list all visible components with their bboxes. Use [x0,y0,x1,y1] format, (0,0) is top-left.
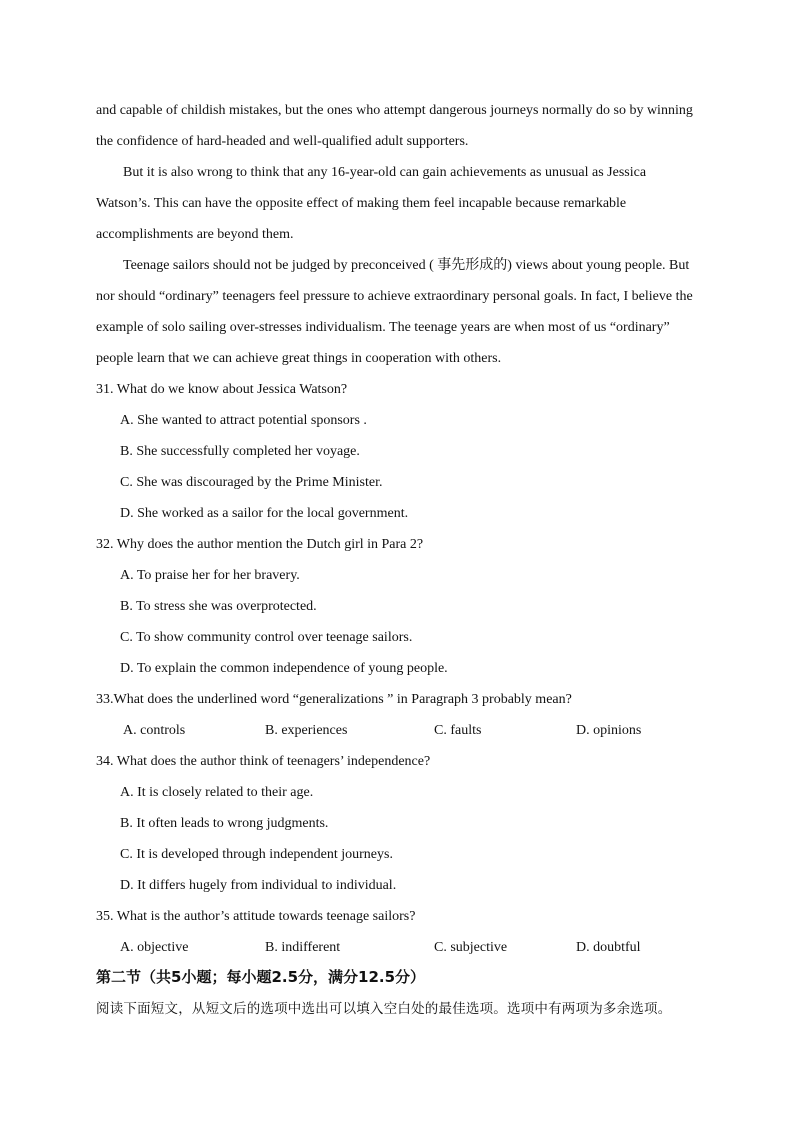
passage-line: Watson’s. This can have the opposite effect of making them feel incapable because remarkable [96,196,627,211]
section-heading: 第二节（共5小题；每小题2.5分，满分12.5分） [96,968,426,986]
passage-line: Teenage sailors should not be judged by preconceived ( 事先形成的) views about young people. But [123,258,690,273]
answer-option[interactable]: C. subjective [434,940,508,955]
answer-option[interactable]: C. It is developed through independent journeys. [120,847,393,862]
question-stem: 32. Why does the author mention the Dutch girl in Para 2? [96,537,424,552]
passage-line: nor should “ordinary” teenagers feel pressure to achieve extraordinary personal goals. In fact, I believe the [96,289,693,304]
answer-option[interactable]: A. controls [123,723,186,738]
answer-option[interactable]: D. It differs hugely from individual to individual. [120,878,397,893]
answer-option[interactable]: D. She worked as a sailor for the local government. [120,506,409,521]
answer-options-row [0,721,800,741]
question-stem: 31. What do we know about Jessica Watson? [96,382,348,397]
answer-option[interactable]: B. experiences [265,723,348,738]
answer-option[interactable]: B. It often leads to wrong judgments. [120,816,329,831]
answer-option[interactable]: A. She wanted to attract potential sponsors . [120,413,367,428]
answer-options-row [0,938,800,958]
answer-option[interactable]: B. indifferent [265,940,341,955]
passage-line: and capable of childish mistakes, but the ones who attempt dangerous journeys normally do so by winning [96,103,693,118]
answer-option[interactable]: A. To praise her for her bravery. [120,568,300,583]
answer-option[interactable]: D. To explain the common independence of young people. [120,661,448,676]
question-stem: 35. What is the author’s attitude towards teenage sailors? [96,909,416,924]
answer-option[interactable]: C. She was discouraged by the Prime Minister. [120,475,383,490]
question-stem: 33.What does the underlined word “generalizations ” in Paragraph 3 probably mean? [96,692,572,707]
passage-line: people learn that we can achieve great things in cooperation with others. [96,351,502,366]
answer-option[interactable]: D. doubtful [576,940,641,955]
passage-line: the confidence of hard-headed and well-qualified adult supporters. [96,134,469,149]
answer-option[interactable]: C. To show community control over teenage sailors. [120,630,413,645]
answer-option[interactable]: A. It is closely related to their age. [120,785,314,800]
answer-option[interactable]: B. To stress she was overprotected. [120,599,317,614]
passage-line: example of solo sailing over-stresses individualism. The teenage years are when most of us “ordinary” [96,320,670,335]
passage-line: accomplishments are beyond them. [96,227,294,242]
section-instruction: 阅读下面短文，从短文后的选项中选出可以填入空白处的最佳选项。选项中有两项为多余选项。 [96,1001,672,1017]
answer-option[interactable]: B. She successfully completed her voyage. [120,444,360,459]
answer-option[interactable]: C. faults [434,723,482,738]
answer-option[interactable]: A. objective [120,940,189,955]
answer-option[interactable]: D. opinions [576,723,642,738]
passage-line: But it is also wrong to think that any 16-year-old can gain achievements as unusual as Jessica [123,165,647,180]
question-stem: 34. What does the author think of teenagers’ independence? [96,754,431,769]
